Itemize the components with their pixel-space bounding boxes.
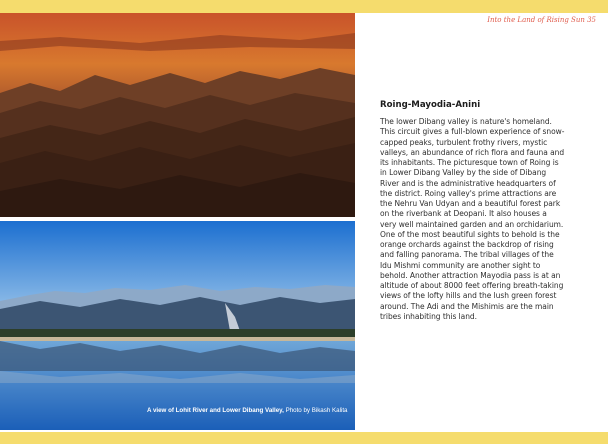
caption-credit: Photo by Bikash Kalita [283, 407, 348, 414]
sunset-mountains-photo [0, 13, 355, 217]
photo-caption [147, 407, 352, 415]
bottom-yellow-band [0, 432, 608, 444]
caption-title: A view of Lohit River and Lower Dibang Valley, [147, 407, 284, 414]
article-body: The lower Dibang valley is nature's homeland. This circuit gives a full-blown experience of snow-capped peaks, turbulent frothy rivers, mystic valleys, an abundance of rich flora and fauna and its inhabitants. The picturesque town of Roing is in Lower Dibang Valley by the side of Dibang River and is the administrative headquarters of the district. Roing valley's prime attractions are the Nehru Van Udyan and a beautiful forest park on the riverbank at Deopani. It also houses a very well maintained garden and an orchidarium. One of the most beautiful sights to behold is the orange orchards against the backdrop of rising and falling panorama. The tribal villages of the Idu Mishmi community are another sight to behold. Another attraction Mayodia pass is at an altitude of about 8000 feet offering breath-taking views of the lofty hills and the lush green forest around. The Adi and the Mishimis are the main tribes inhabiting this land. [380, 117, 565, 321]
lohit-river-valley-photo [0, 221, 355, 430]
running-header: Into the Land of Rising Sun 35 [487, 16, 596, 24]
section-title: Roing-Mayodia-Anini [380, 100, 481, 110]
top-yellow-band [0, 0, 608, 13]
